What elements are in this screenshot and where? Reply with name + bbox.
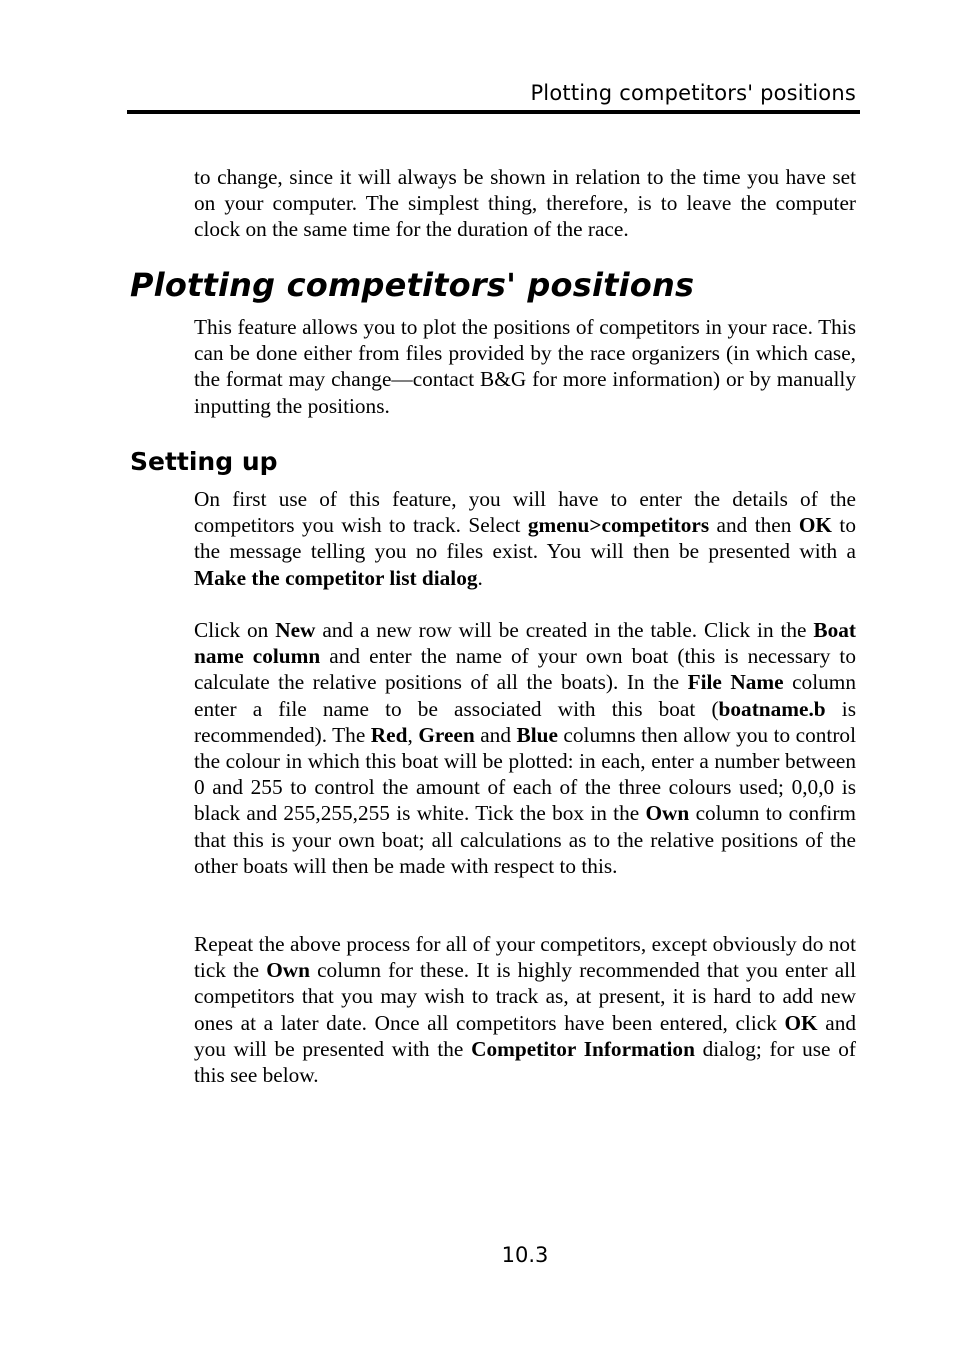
ok-label: OK <box>784 1010 818 1035</box>
running-header: Plotting competitors' positions <box>530 81 856 105</box>
text-run: On first use of this feature, you will have to enter the details of the competitors you wish to track. Select <box>194 487 856 538</box>
green-label: Green <box>418 722 475 747</box>
text-run: . <box>477 565 483 590</box>
text-run: column to confirm that this is your own boat; all calculations as to the relative positions of the other boats will then be made with respect to this. <box>194 801 856 878</box>
subsection-heading: Setting up <box>130 447 278 476</box>
text-run: and a new row will be created in the table. Click in the <box>315 618 814 642</box>
dialog-name: Make the competitor list dialog <box>194 565 478 590</box>
intro-paragraph: to change, since it will always be shown in relation to the time you have set on your computer. The simplest thing, therefore, is to leave the computer clock on the same time for the duration of the race. <box>194 165 856 242</box>
own-label: Own <box>266 958 310 983</box>
own-label: Own <box>645 801 690 826</box>
ok-label: OK <box>798 513 832 538</box>
filename-example: boatname.b <box>718 696 826 721</box>
new-label: New <box>275 618 316 642</box>
section-heading: Plotting competitors' positions <box>130 266 695 304</box>
page-number: 10.3 <box>501 1243 549 1267</box>
text-run: , <box>407 722 419 747</box>
dialog-name: Competitor Information <box>471 1036 695 1061</box>
boat-name-column-label: Boat name column <box>194 618 856 669</box>
text-run: and you will be presented with the <box>194 1010 856 1061</box>
header-rule <box>127 110 860 114</box>
text-run: to the message telling you no files exist. You will then be presented with a <box>194 513 857 564</box>
text-run: column enter a file name to be associated with this boat ( <box>194 670 856 721</box>
text-run: column for these. It is highly recommended that you enter all competitors that you may wish to track as, at present, it is hard to add new ones at a later date. Once all competitors have been entered, click <box>194 958 856 1035</box>
text-run: Click on <box>194 618 276 642</box>
setup-paragraph-3 <box>194 931 856 1088</box>
section-paragraph: This feature allows you to plot the positions of competitors in your race. This can be done either from files provided by the race organizers (in which case, the format may change—contact B&G for more information) or by manually inputting the positions. <box>194 315 856 418</box>
text-run: columns then allow you to control the colour in which this boat will be plotted: in each, enter a number between 0 and 255 to control the amount of each of the three colours used; 0,0,0 is black and 255,255,255 is white. Tick the box in the <box>194 722 856 826</box>
menu-path: gmenu>competitors <box>527 513 710 538</box>
setup-paragraph-2 <box>194 617 856 879</box>
text-run: is recommended). The <box>194 696 856 747</box>
text-run: dialog; for use of this see below. <box>194 1036 856 1088</box>
text-run: and <box>474 722 517 747</box>
text-run: and enter the name of your own boat (this is necessary to calculate the relative positions of all the boats). In the <box>194 644 856 695</box>
red-label: Red <box>370 722 408 747</box>
text-run: Repeat the above process for all of your competitors, except obviously do not tick the <box>194 932 856 983</box>
blue-label: Blue <box>516 722 558 747</box>
file-name-label: File Name <box>687 670 784 695</box>
setup-paragraph-1 <box>194 486 856 591</box>
text-run: and then <box>709 513 799 538</box>
